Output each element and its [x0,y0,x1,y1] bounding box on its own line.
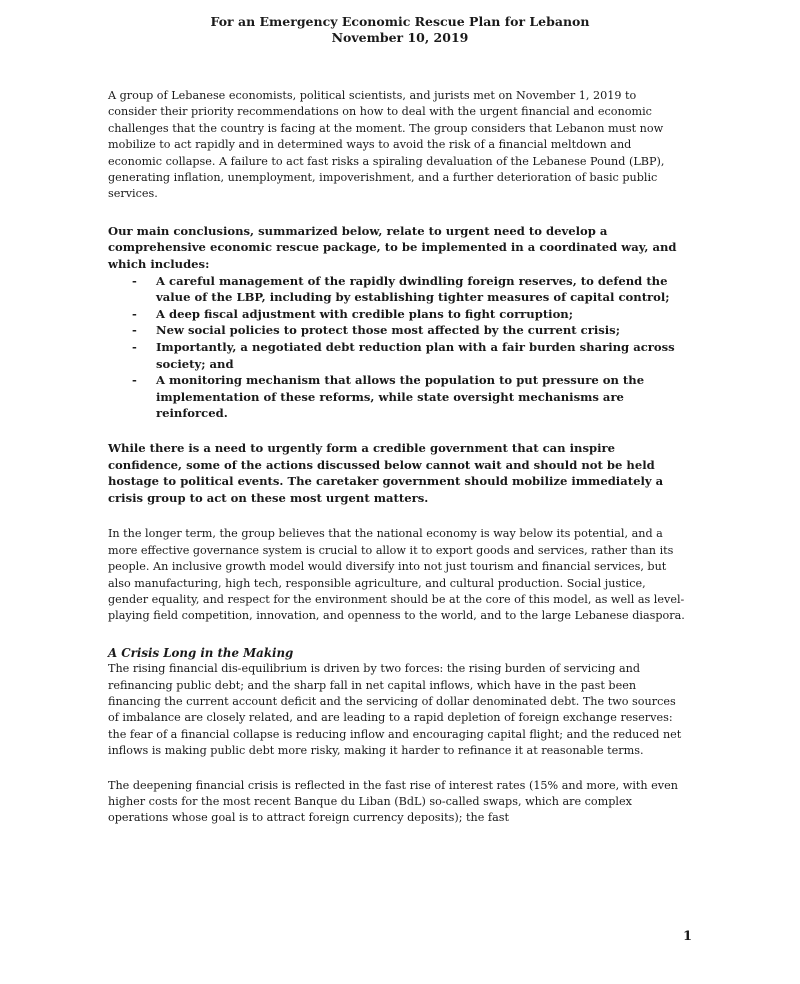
bullet-marker: - [132,373,137,388]
document-body [108,88,688,827]
must-act-paragraph: While there is a need to urgently form a credible government that can inspire confidence, some of the actions discussed below cannot wait and should not be held hostage to political events. The caretaker government should mobilize immediately a crisis group to act on these most urgent matters. [108,440,664,505]
list-item-text: A deep fiscal adjustment with credible plans to fight corruption; [156,306,574,321]
list-item [108,372,688,422]
bullet-marker: - [132,323,137,338]
document-header [0,14,800,46]
list-item-text: A careful management of the rapidly dwindling foreign reserves, to defend the value of the LBP, including by establishing tighter measures of capital control; [156,273,670,305]
conclusions-intro: Our main conclusions, summarized below, relate to urgent need to develop a comprehensive economic rescue package, to be implemented in a coordinated way, and which includes: [108,223,677,272]
intro-paragraph: A group of Lebanese economists, political scientists, and jurists met on November 1, 2019 to consider their priority recommendations on how to deal with the urgent financial and economic challenges that the country is facing at the moment. The group considers that Lebanon must now mobilize to act rapidly and in determined ways to avoid the risk of a financial meltdown and economic collapse. A failure to act fast risks a spiraling devaluation of the Lebanese Pound (LBP), generating inflation, unemployment, impoverishment, and a further deterioration of basic public services. [108,89,665,201]
longer-term-paragraph: In the longer term, the group believes that the national economy is way below its potential, and a more effective governance system is crucial to allow it to export goods and services, rather than its people. An inclusive growth model would diversify into not just tourism and financial services, but also manufacturing, high tech, responsible agriculture, and cultural production. Social justice, gender equality, and respect for the environment should be at the core of this model, as well as level-playing field competition, innovation, and openness to the world, and to the large Lebanese diaspora. [108,527,685,623]
deepening-paragraph: The deepening financial crisis is reflected in the fast rise of interest rates (15% and more, with even higher costs for the most recent Banque du Liban (BdL) so-called swaps, which are complex operations whose goal is to attract foreign currency deposits); the fast [108,778,678,825]
document-date: November 10, 2019 [331,30,469,45]
page-number: 1 [682,929,692,944]
list-item [108,322,688,339]
list-item [108,273,688,306]
list-item [108,339,688,372]
bullet-marker: - [132,273,137,288]
list-item-text: Importantly, a negotiated debt reduction plan with a fair burden sharing across society; and [156,340,675,371]
list-item-text: New social policies to protect those most affected by the current crisis; [156,323,620,338]
bullet-marker: - [132,306,137,321]
section-heading: A Crisis Long in the Making [108,645,294,660]
bullet-marker: - [132,340,137,354]
document-title: For an Emergency Economic Rescue Plan for Lebanon [210,14,590,29]
list-item [108,306,688,323]
conclusions-list [108,273,688,422]
list-item-text: A monitoring mechanism that allows the population to put pressure on the implementation of these reforms, while state oversight mechanisms are reinforced. [156,373,645,421]
crisis-paragraph: The rising financial dis-equilibrium is driven by two forces: the rising burden of servicing and refinancing public debt; and the sharp fall in net capital inflows, which have in the past been financing the current account deficit and the servicing of dollar denominated debt. The two sources of imbalance are closely related, and are leading to a rapid depletion of foreign exchange reserves: the fear of a financial collapse is reducing inflow and encouraging capital flight; and the reduced net inflows is making public debt more risky, making it harder to refinance it at reasonable terms. [108,662,682,758]
